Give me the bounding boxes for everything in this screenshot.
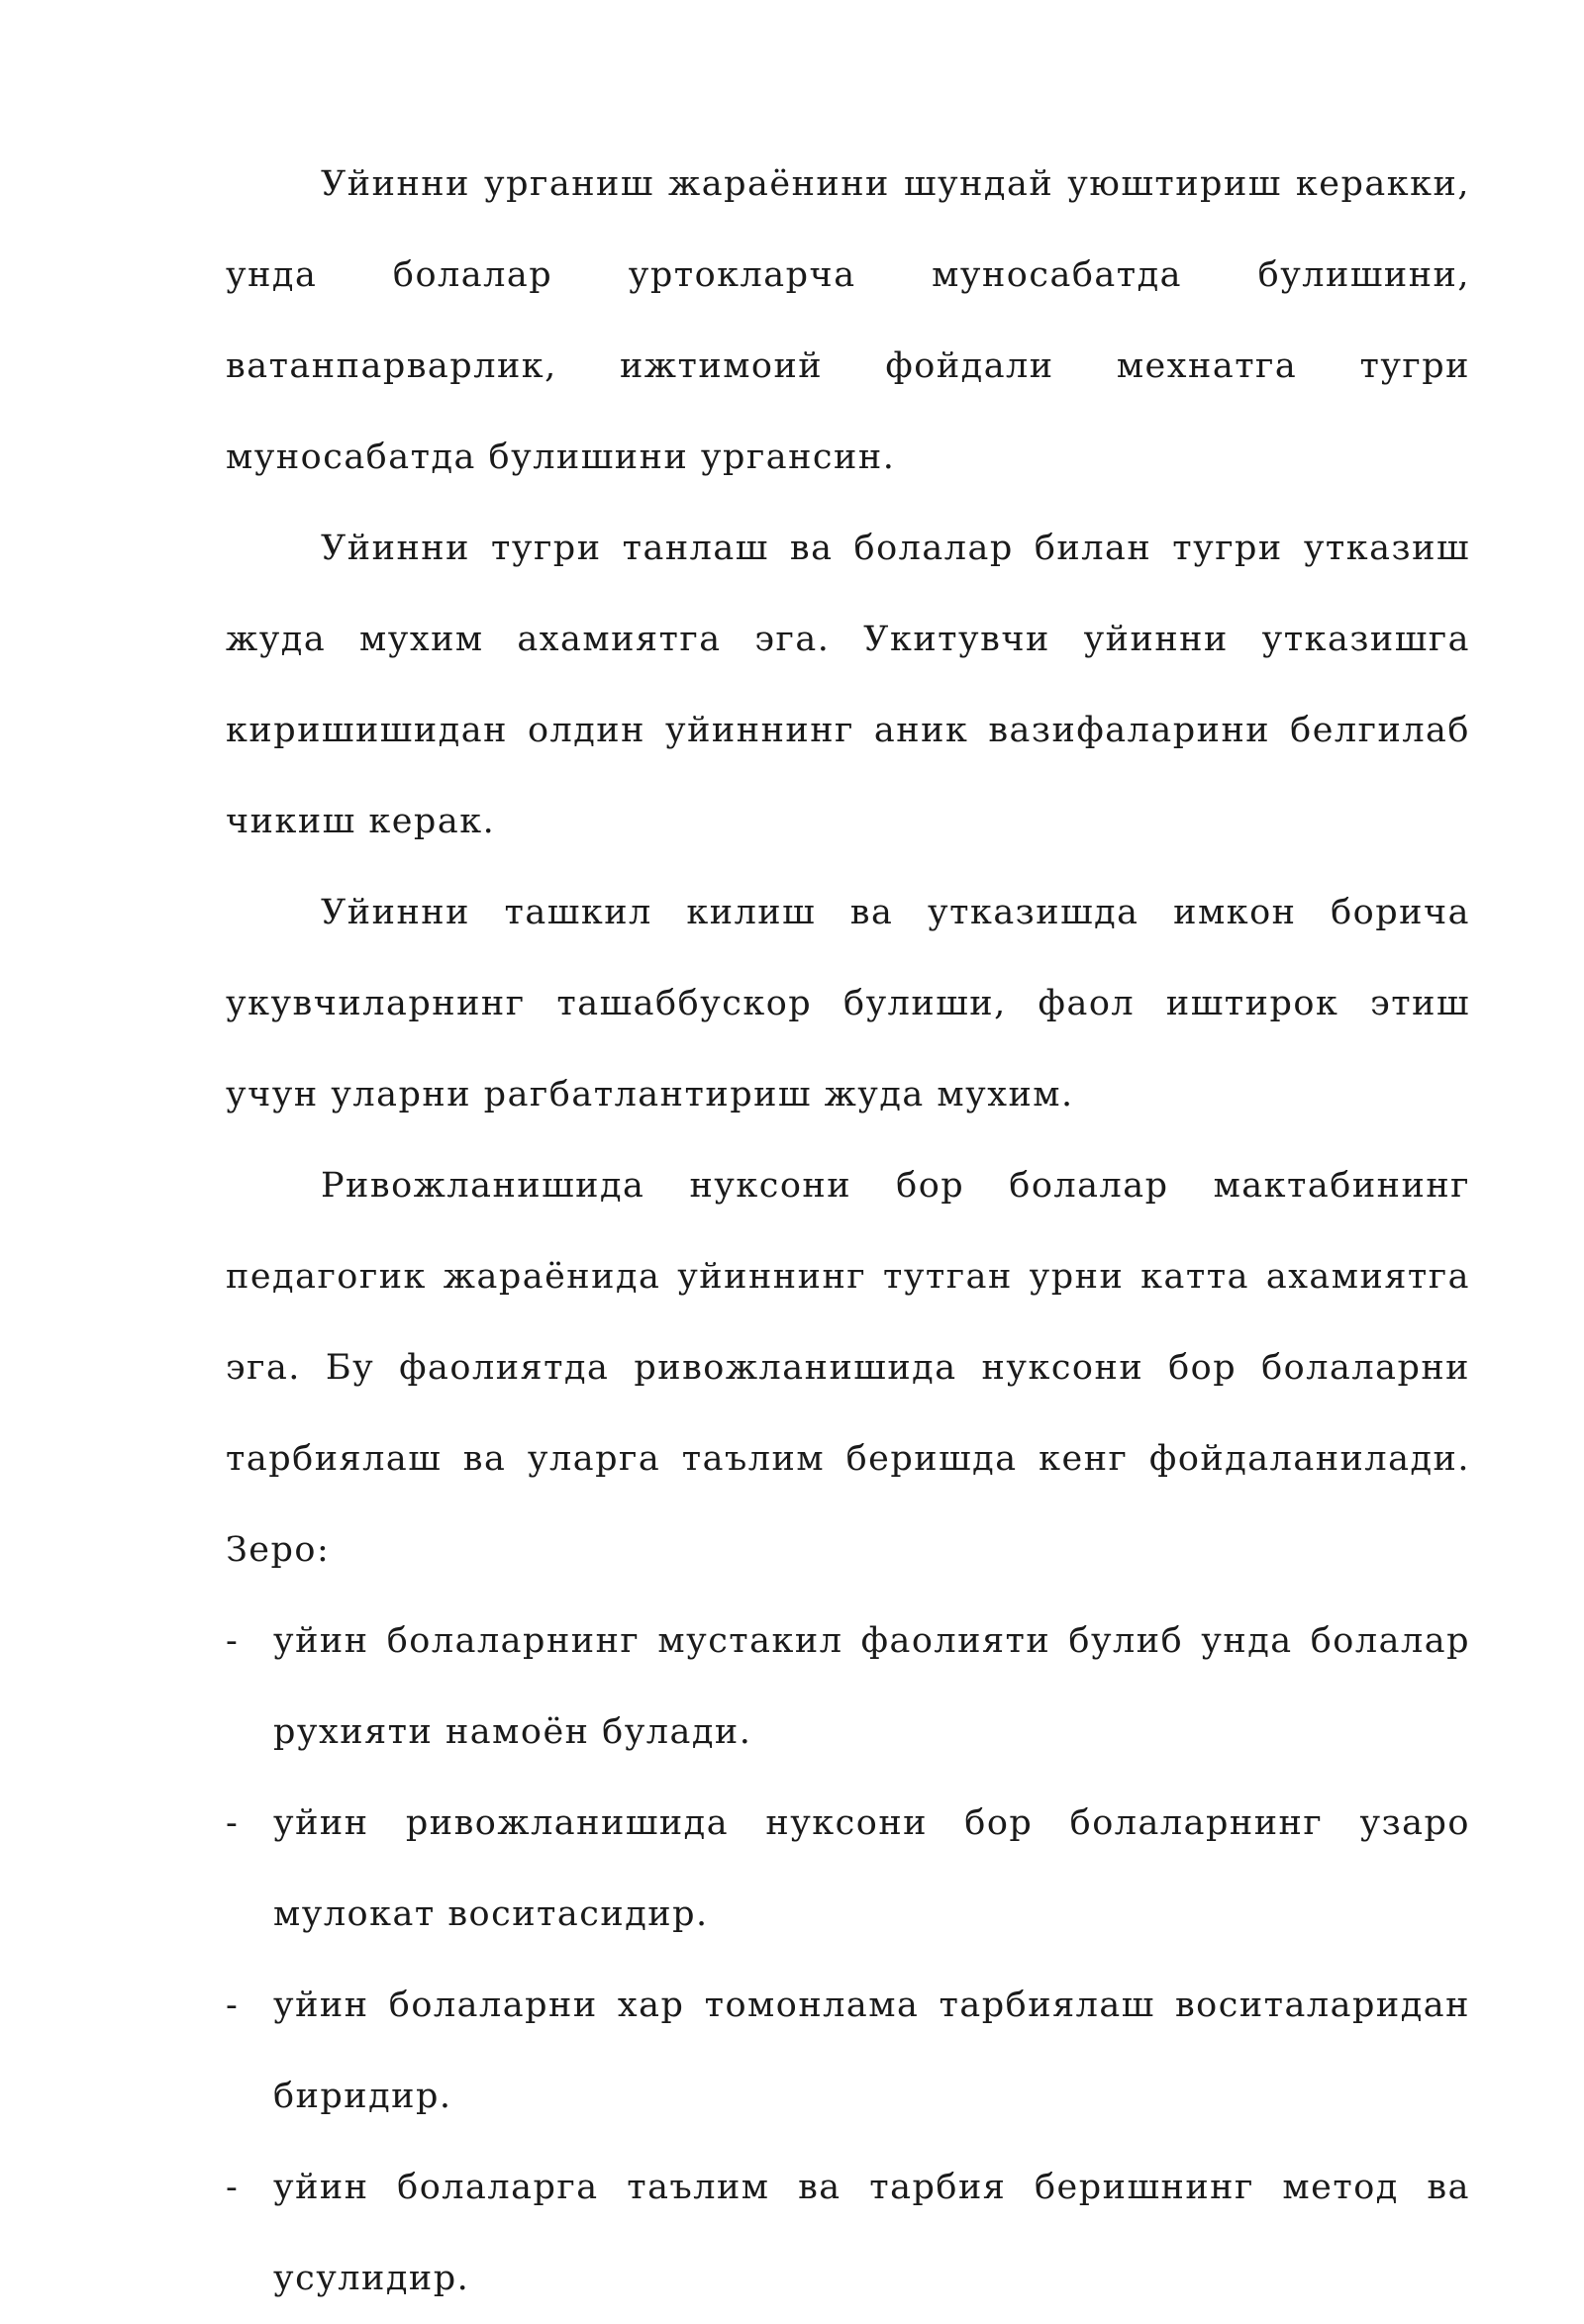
bullet-list — [226, 1596, 1470, 2324]
document-page — [226, 139, 1470, 2324]
list-item — [226, 1778, 1470, 1960]
paragraph: Ривожланишида нуксони бор болалар мактабининг педагогик жараёнида уйиннинг тутган урни катта ахамиятга эга. Бу фаолиятда ривожланишида нуксони бор болаларни тарбиялаш ва уларга таълим беришда кенг фойдаланилади. Зеро: — [226, 1166, 1470, 1570]
dash-marker: - — [226, 1621, 240, 1661]
list-item — [226, 1960, 1470, 2142]
paragraph: Уйинни урганиш жараёнини шундай уюштириш керакки, унда болалар уртокларча муносабатда булишини, ватанпарварлик, ижтимоий фойдали мехнатга тугри муносабатда булишини ургансин. — [226, 164, 1470, 477]
list-item — [226, 1596, 1470, 1778]
paragraph: Уйинни тугри танлаш ва болалар билан тугри утказиш жуда мухим ахамиятга эга. Укитувчи уйинни утказишга киришишидан олдин уйиннинг аник вазифаларини белгилаб чикиш керак. — [226, 529, 1470, 841]
list-item — [226, 2142, 1470, 2324]
list-item-text: уйин ривожланишида нуксони бор болаларнинг узаро мулокат воситасидир. — [273, 1803, 1470, 1934]
dash-marker: - — [226, 1803, 240, 1843]
list-item-text: уйин болаларга таълим ва тарбия беришнинг метод ва усулидир. — [273, 2168, 1470, 2298]
list-item-text: уйин болаларнинг мустакил фаолияти булиб унда болалар рухияти намоён булади. — [273, 1621, 1470, 1752]
paragraph: Уйинни ташкил килиш ва утказишда имкон борича укувчиларнинг ташаббускор булиши, фаол иштирок этиш учун уларни рагбатлантириш жуда мухим. — [226, 893, 1470, 1114]
list-item-text: уйин болаларни хар томонлама тарбиялаш воситаларидан биридир. — [273, 1985, 1470, 2116]
dash-marker: - — [226, 2168, 240, 2207]
dash-marker: - — [226, 1985, 240, 2025]
